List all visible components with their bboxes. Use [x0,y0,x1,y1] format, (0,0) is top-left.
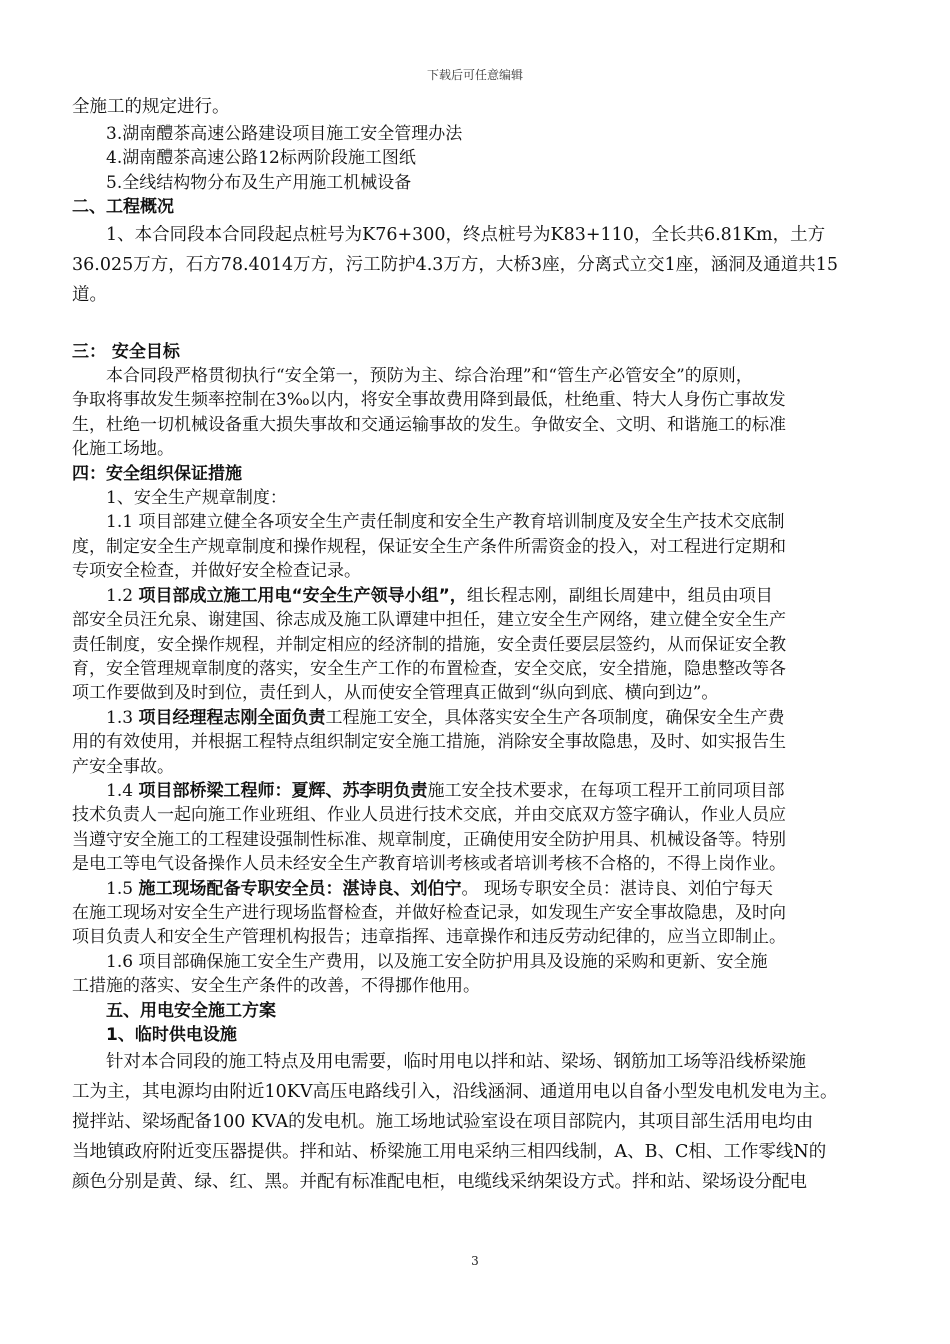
paragraph-line: 责任制度，安全操作规程，并制定相应的经济制的措施，安全责任要层层签约，从而保证安全教 [72,634,786,655]
paragraph-line: 本合同段严格贯彻执行“安全第一，预防为主、综合治理”和“管生产必管安全”的原则， [106,366,753,387]
line-text: 工程施工安全，具体落实安全生产各项制度，确保安全生产费 [325,707,785,728]
paragraph-line [72,706,880,730]
item-number: 1.5 [106,878,139,899]
paragraph-line: 产安全事故。 [72,756,174,777]
paragraph-line: 36.025万方，石方78.4014万方，污工防护4.3万方，大桥3座，分离式立交1座，涵洞及通道共15 [72,254,838,275]
line-text: 。 现场专职安全员：湛诗良、刘伯宁每天 [461,878,773,899]
line-text: 施工安全技术要求，在每项工程开工前同项目部 [427,780,785,801]
reference-item: 3.湖南醴茶高速公路建设项目施工安全管理办法 [106,124,463,144]
bold-phrase: 项目经理程志刚全面负责 [138,707,326,728]
reference-item: 4.湖南醴茶高速公路12标两阶段施工图纸 [106,148,416,169]
paragraph-line: 1、本合同段本合同段起点桩号为K76+300，终点桩号为K83+110，全长共6.81Km，土方 [106,224,826,245]
paragraph-line: 争取将事故发生频率控制在3‰以内，将安全事故费用降到最低，杜绝重、特大人身伤亡事故发 [72,390,786,411]
paragraph-line: 道。 [72,284,107,305]
reference-item: 5.全线结构物分布及生产用施工机械设备 [106,172,412,193]
paragraph-line: 1.1 项目部建立健全各项安全生产责任制度和安全生产教育培训制度及安全生产技术交底制 [106,512,785,533]
paragraph-line: 针对本合同段的施工特点及用电需要，临时用电以拌和站、梁场、钢筋加工场等沿线桥梁施 [106,1052,806,1073]
paragraph-line: 1.6 项目部确保施工安全生产费用，以及施工安全防护用具及设施的采购和更新、安全施 [106,951,768,972]
subsection-heading: 1、临时供电设施 [106,1025,237,1045]
paragraph-line: 专项安全检查，并做好安全检查记录。 [72,561,361,582]
paragraph-line: 在施工现场对安全生产进行现场监督检查，并做好检查记录，如发现生产安全事故隐患，及时向 [72,902,786,923]
item-number: 1.3 [106,707,139,728]
section-heading: 五、用电安全施工方案 [106,1000,276,1021]
paragraph-line: 全施工的规定进行。 [72,97,230,117]
paragraph-line [72,877,880,901]
page-number: 3 [471,1254,479,1268]
paragraph-line: 用的有效使用，并根据工程特点组织制定安全施工措施，消除安全事故隐患，及时、如实报告生 [72,732,786,753]
paragraph-line: 是电工等电气设备操作人员未经安全生产教育培训考核或者培训考核不合格的，不得上岗作业。 [72,854,786,875]
page-header: 下载后可任意编辑 [426,68,523,82]
paragraph-line: 当遵守安全施工的工程建设强制性标准、规章制度，正确使用安全防护用具、机械设备等。特别 [72,829,786,850]
paragraph-line: 搅拌站、梁场配备100 KVA的发电机。施工场地试验室设在项目部院内，其项目部生活用电均由 [72,1112,814,1133]
paragraph-line [72,584,880,608]
document-body [72,92,880,1197]
paragraph-line: 当地镇政府附近变压器提供。拌和站、桥梁施工用电采纳三相四线制，A、B、C相、工作零线N的 [72,1142,827,1163]
paragraph-line [72,779,880,803]
subsection-heading: 1、安全生产规章制度： [106,488,287,509]
paragraph-line: 工措施的落实、安全生产条件的改善，不得挪作他用。 [72,976,480,997]
paragraph-line: 工为主，其电源均由附近10KV高压电路线引入，沿线涵洞、通道用电以自备小型发电机发电为主。 [72,1082,838,1103]
bold-phrase: 施工现场配备专职安全员：湛诗良、刘伯宁 [138,878,462,899]
paragraph-line: 部安全员汪允泉、谢建国、徐志成及施工队谭建中担任，建立安全生产网络，建立健全安全生产 [72,610,786,631]
section-heading: 三： 安全目标 [72,341,180,362]
bold-phrase: 项目部成立施工用电“安全生产领导小组”， [138,585,467,606]
paragraph-line: 项目负责人和安全生产管理机构报告；违章指挥、违章操作和违反劳动纪律的，应当立即制止。 [72,927,786,948]
section-heading: 二、工程概况 [72,197,174,218]
section-heading: 四：安全组织保证措施 [72,463,242,484]
line-text: 组长程志刚，副组长周建中，组员由项目 [466,585,773,606]
paragraph-line: 颜色分别是黄、绿、红、黑。并配有标准配电柜，电缆线采纳架设方式。拌和站、梁场设分配电 [72,1172,807,1193]
item-number: 1.2 [106,585,139,606]
paragraph-line: 项工作要做到及时到位，责任到人，从而使安全管理真正做到“纵向到底、横向到边”。 [72,683,719,704]
paragraph-line: 度，制定安全生产规章制度和操作规程，保证安全生产条件所需资金的投入，对工程进行定期和 [72,536,786,557]
paragraph-line: 育，安全管理规章制度的落实，安全生产工作的布置检查，安全交底，安全措施，隐患整改等各 [72,658,786,679]
bold-phrase: 项目部桥梁工程师：夏辉、苏李明负责 [138,780,428,801]
item-number: 1.4 [106,780,139,801]
paragraph-line: 生，杜绝一切机械设备重大损失事故和交通运输事故的发生。争做安全、文明、和谐施工的标准 [72,414,786,435]
paragraph-line: 技术负责人一起向施工作业班组、作业人员进行技术交底，并由交底双方签字确认，作业人员应 [72,805,786,826]
paragraph-line: 化施工场地。 [72,439,174,460]
